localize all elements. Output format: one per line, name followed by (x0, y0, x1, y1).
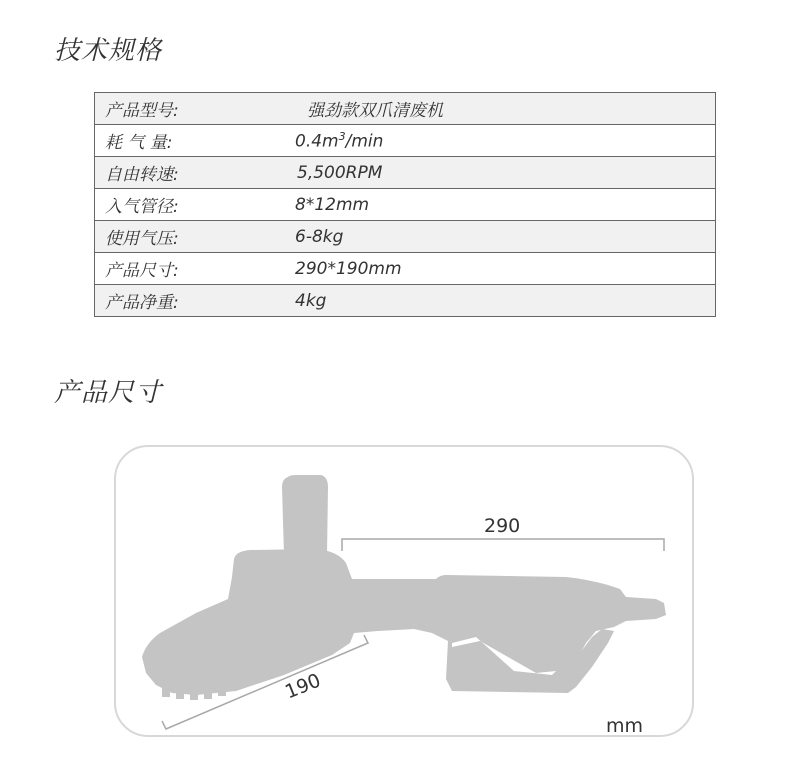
table-row (95, 125, 716, 157)
spec-value: 4kg (295, 285, 716, 317)
table-row (95, 253, 716, 285)
spec-value: 8*12mm (295, 189, 716, 221)
spec-value: 6-8kg (295, 221, 716, 253)
spec-label: 耗 气 量: (95, 125, 296, 157)
spec-value-suffix: /min (345, 131, 384, 152)
tool-silhouette-drawing (116, 447, 691, 734)
spec-value (295, 93, 716, 125)
dimensions-section-title: 产品尺寸 (54, 378, 163, 408)
spec-value (295, 125, 716, 157)
spec-label: 使用气压: (95, 221, 296, 253)
tool-silhouette (142, 475, 666, 695)
spec-label: 自由转速: (95, 157, 296, 189)
spec-value: 290*190mm (295, 253, 716, 285)
spec-label: 产品型号: (95, 93, 296, 125)
spec-label: 产品尺寸: (95, 253, 296, 285)
spec-value (295, 157, 716, 189)
spec-value-text: 5,500RPM (297, 162, 383, 183)
spec-value-text: 强劲款双爪清废机 (307, 101, 443, 121)
specs-section-title: 技术规格 (54, 36, 163, 66)
dimension-length-label: 290 (484, 515, 521, 537)
tool-top-handle (282, 475, 328, 555)
product-dimension-diagram (114, 445, 694, 737)
table-row (95, 93, 716, 125)
table-row (95, 157, 716, 189)
spec-label: 入气管径: (95, 189, 296, 221)
spec-value-text: 0.4m (295, 131, 339, 152)
dimension-unit-label: mm (606, 715, 644, 737)
table-row (95, 189, 716, 221)
dimension-height-label: 190 (282, 669, 324, 704)
spec-table (94, 92, 716, 317)
table-row (95, 221, 716, 253)
spec-value-superscript: 3 (338, 129, 346, 143)
tool-body (142, 549, 666, 695)
dimension-line-length (342, 539, 664, 551)
spec-label: 产品净重: (95, 285, 296, 317)
table-row (95, 285, 716, 317)
